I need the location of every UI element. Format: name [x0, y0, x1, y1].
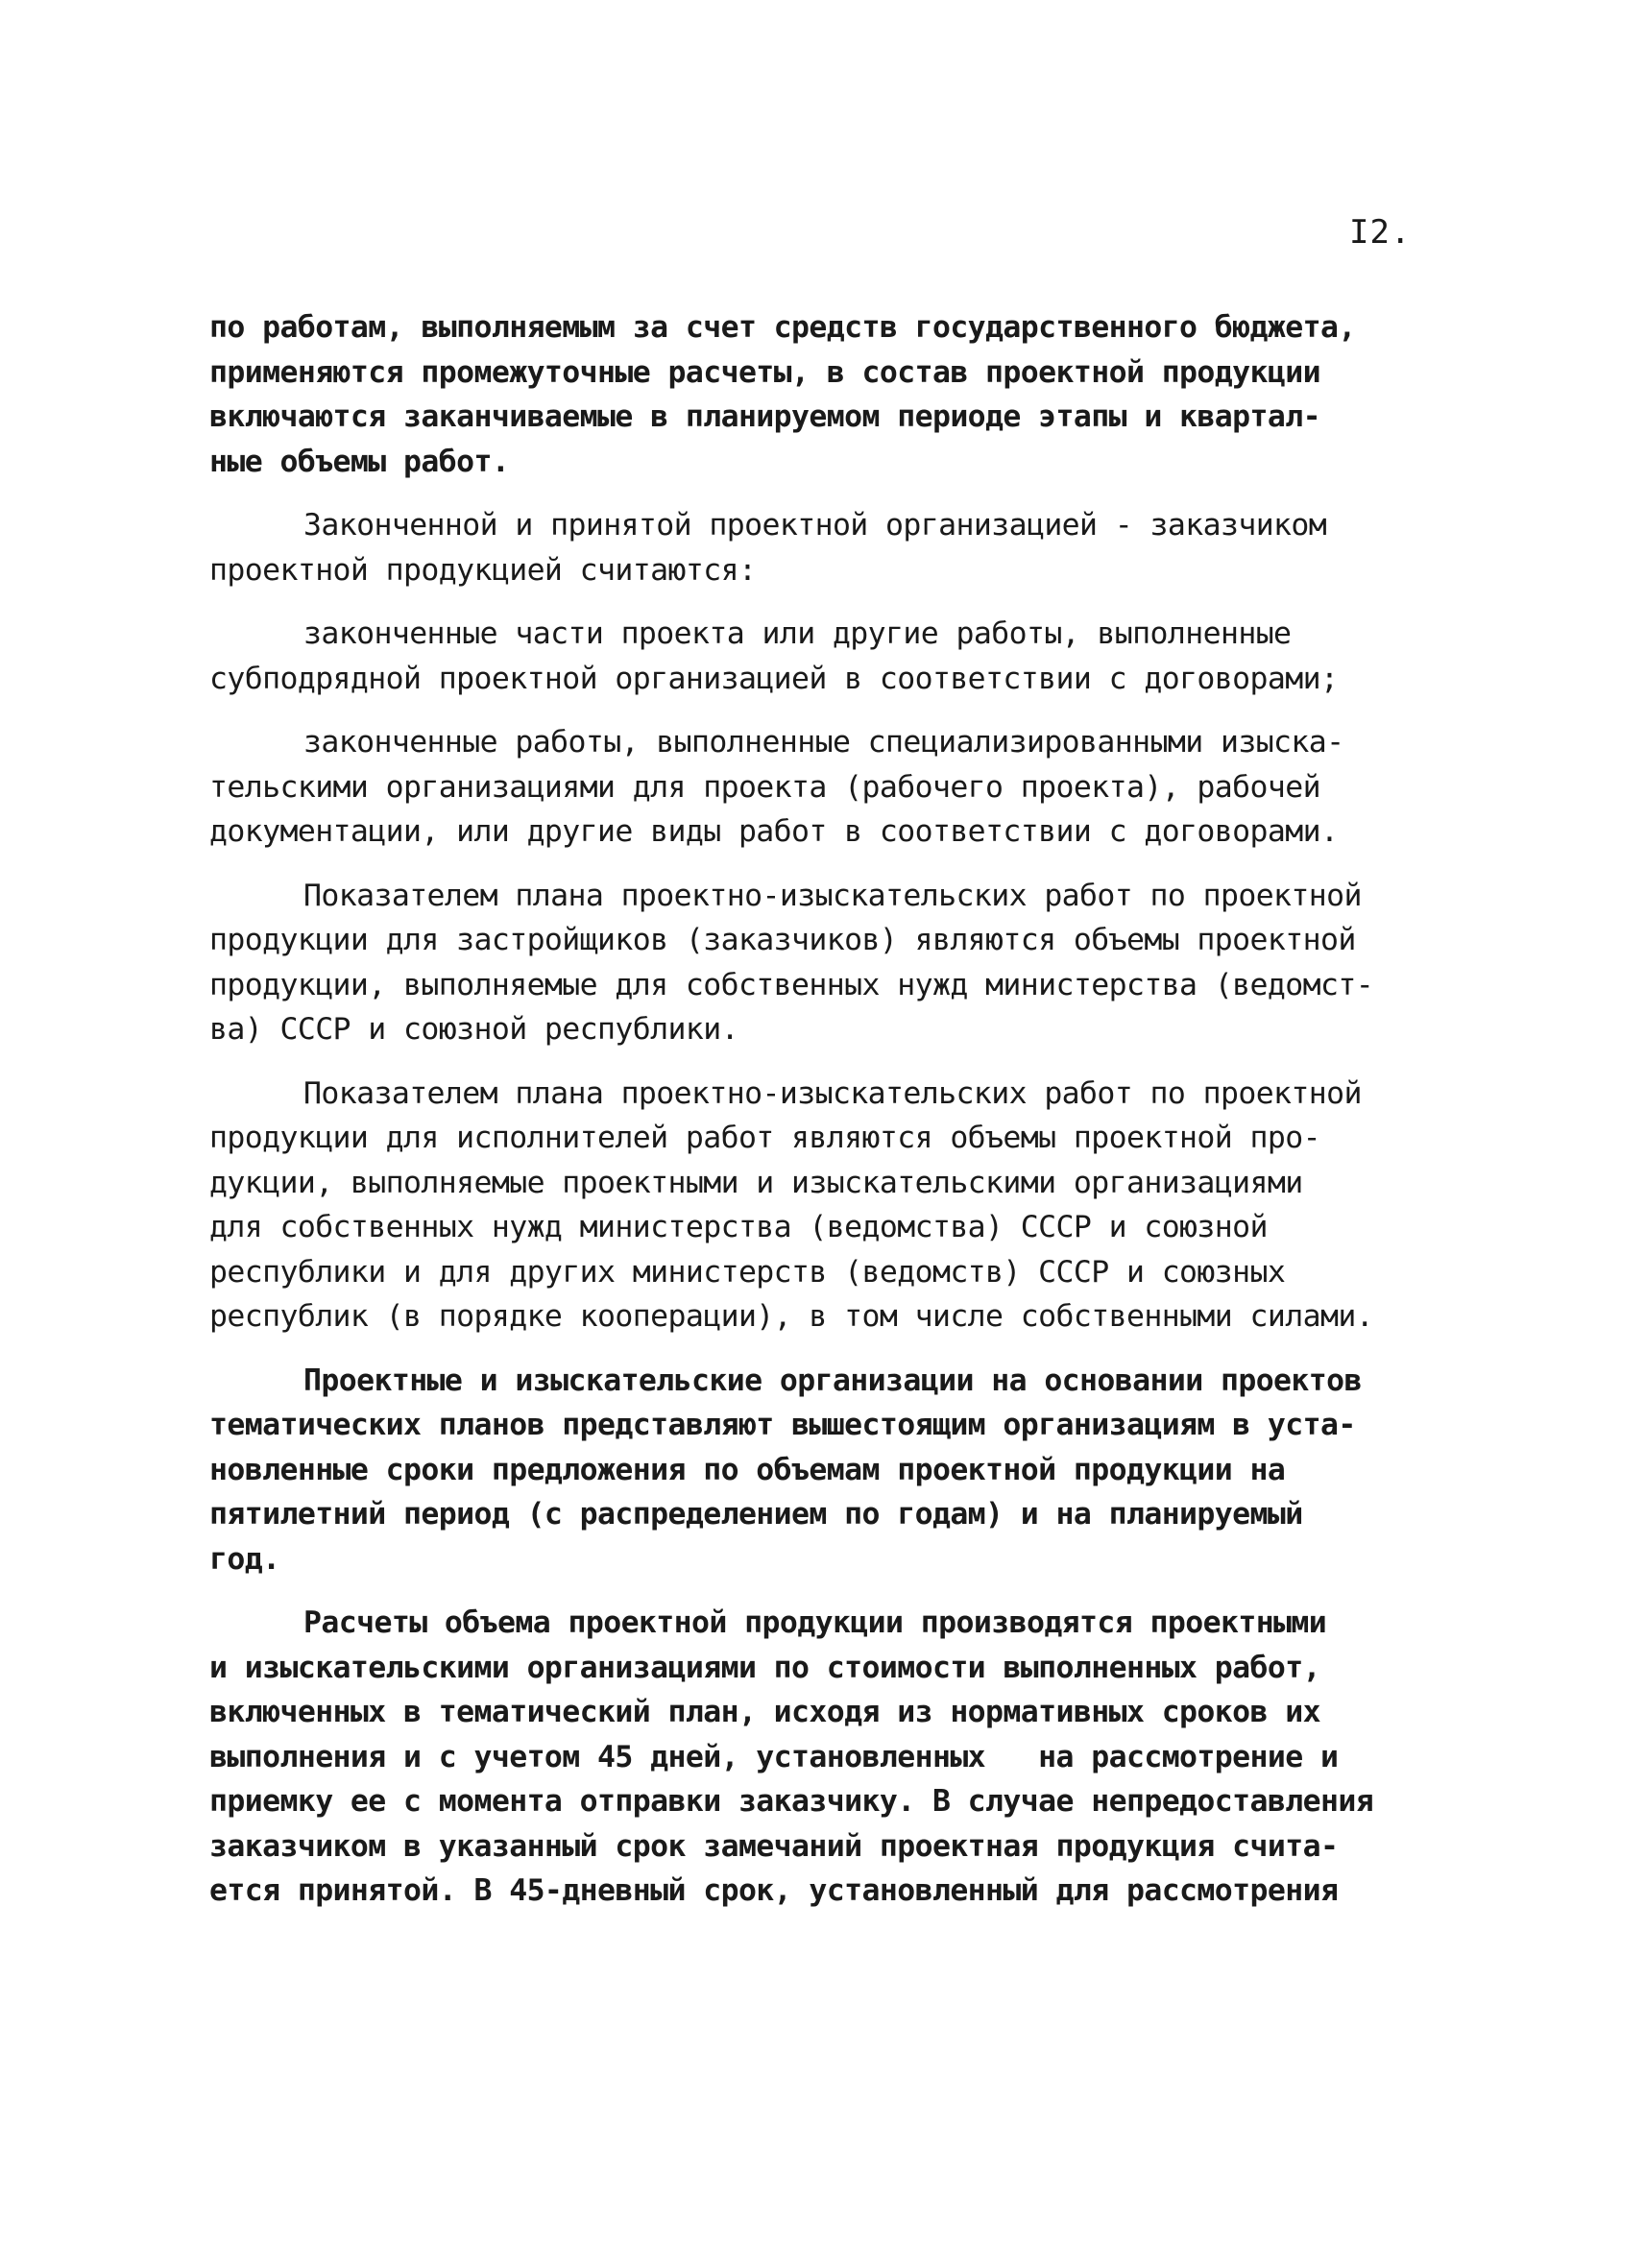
- text-line: Проектные и изыскательские организации на основании проектов: [303, 1363, 1362, 1398]
- text-line: законченные части проекта или другие работы, выполненные: [303, 616, 1292, 651]
- text-line: выполнения и с учетом 45 дней, установленных на рассмотрение и: [209, 1739, 1339, 1774]
- text-line: тематических планов представляют вышестоящим организациям в уста-: [209, 1408, 1356, 1442]
- text-line: продукции для застройщиков (заказчиков) являются объемы проектной: [209, 923, 1356, 957]
- text-line: продукции, выполняемые для собственных нужд министерства (ведомст-: [209, 967, 1374, 1002]
- text-line: приемку ее с момента отправки заказчику. В случае непредоставления: [209, 1784, 1374, 1819]
- paragraph-3: [209, 612, 1467, 701]
- text-line: продукции для исполнителей работ являются объемы проектной про-: [209, 1121, 1320, 1155]
- text-line: включенных в тематический план, исходя из нормативных сроков их: [209, 1695, 1320, 1729]
- paragraph-7: [209, 1359, 1467, 1582]
- text-line: ные объемы работ.: [209, 444, 510, 479]
- text-line: и изыскательскими организациями по стоимости выполненных работ,: [209, 1650, 1320, 1685]
- paragraph-2: [209, 503, 1467, 592]
- text-line: по работам, выполняемым за счет средств государственного бюджета,: [209, 310, 1356, 345]
- paragraph-4: [209, 720, 1467, 855]
- paragraph-8: [209, 1601, 1467, 1914]
- text-line: субподрядной проектной организацией в соответствии с договорами;: [209, 661, 1339, 696]
- document-body: [209, 305, 1467, 1933]
- text-line: Законченной и принятой проектной организацией - заказчиком: [303, 508, 1327, 543]
- text-line: заказчиком в указанный срок замечаний проектная продукция счита-: [209, 1828, 1339, 1864]
- text-line: год.: [209, 1541, 280, 1577]
- text-line: законченные работы, выполненные специализированными изыска-: [303, 725, 1344, 760]
- text-line: Показателем плана проектно-изыскательских работ по проектной: [303, 878, 1362, 913]
- text-line: ется принятой. В 45-дневный срок, установленный для рассмотрения: [209, 1873, 1339, 1908]
- text-line: новленные сроки предложения по объемам проектной продукции на: [209, 1452, 1286, 1487]
- text-line: проектной продукцией считаются:: [209, 552, 757, 588]
- paragraph-6: [209, 1072, 1467, 1339]
- text-line: применяются промежуточные расчеты, в состав проектной продукции: [209, 354, 1320, 390]
- text-line: пятилетний период (с распределением по годам) и на планируемый: [209, 1497, 1303, 1532]
- text-line: Показателем плана проектно-изыскательских работ по проектной: [303, 1075, 1362, 1111]
- text-line: тельскими организациями для проекта (рабочего проекта), рабочей: [209, 769, 1320, 805]
- text-line: включаются заканчиваемые в планируемом периоде этапы и квартал-: [209, 399, 1320, 434]
- text-line: республик (в порядке кооперации), в том числе собственными силами.: [209, 1299, 1374, 1334]
- text-line: для собственных нужд министерства (ведомства) СССР и союзной: [209, 1210, 1268, 1244]
- text-line: ва) СССР и союзной республики.: [209, 1012, 738, 1047]
- page-number: I2.: [1349, 213, 1412, 252]
- text-line: республики и для других министерств (ведомств) СССР и союзных: [209, 1254, 1286, 1290]
- paragraph-1: [209, 305, 1467, 484]
- text-line: Расчеты объема проектной продукции производятся проектными: [303, 1605, 1327, 1640]
- text-line: дукции, выполняемые проектными и изыскательскими организациями: [209, 1165, 1303, 1200]
- text-line: документации, или другие виды работ в соответствии с договорами.: [209, 814, 1339, 849]
- paragraph-5: [209, 874, 1467, 1052]
